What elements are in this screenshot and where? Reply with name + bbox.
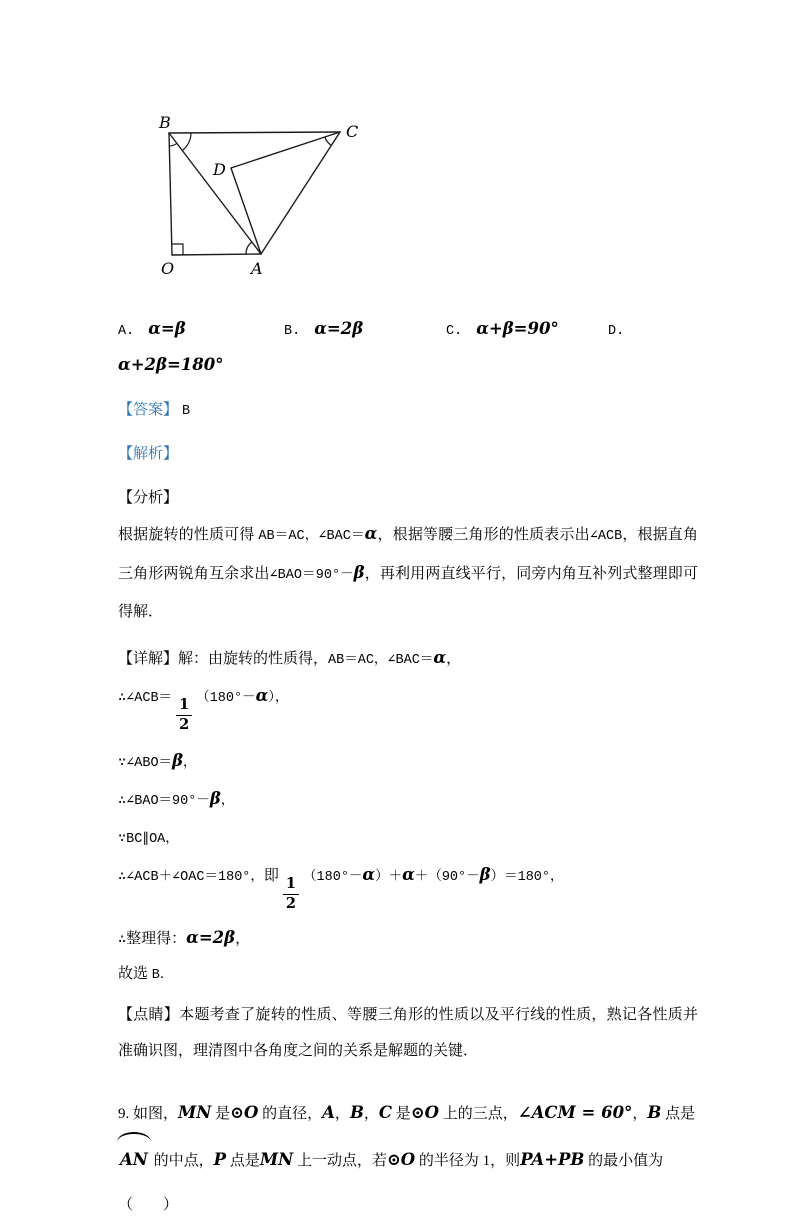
text-segment: 上一动点，若 — [293, 1152, 387, 1169]
detail-line-4 — [118, 826, 698, 847]
text-segment: β — [479, 865, 491, 885]
text-segment: ，再利用两直线平行，同旁内角互补列式整理即可得解． — [118, 566, 698, 620]
text-segment: ⊙O — [230, 1102, 259, 1122]
detail-line-6 — [118, 927, 698, 948]
text-segment: PA+PB — [520, 1149, 585, 1169]
geometry-figure — [150, 100, 395, 295]
text-segment: 整理得： — [126, 930, 187, 947]
detail-line-7 — [118, 962, 698, 983]
text-segment: （180°－ — [196, 691, 256, 706]
text-segment: 的中点， — [149, 1152, 214, 1169]
text-segment: ＋（90°－ — [414, 870, 480, 886]
jiexi-tag: 【解析】 — [118, 446, 179, 462]
text-segment: 是 — [211, 1105, 231, 1122]
text-segment: α — [402, 865, 415, 885]
text-segment: ， — [334, 1105, 350, 1122]
vertex-label-A: A — [251, 259, 263, 278]
fenxi-paragraph — [118, 516, 698, 630]
text-segment: α=2β — [186, 927, 236, 947]
option-b-label: B. — [284, 324, 301, 339]
text-segment: α — [433, 648, 447, 667]
text-segment: ∠ACB — [589, 529, 623, 544]
option-c-formula: α+β=90° — [476, 319, 559, 338]
text-segment: 故选 — [118, 965, 152, 982]
segment-BA — [169, 133, 261, 254]
answer-options-row — [118, 319, 698, 339]
text-segment: ）＋ — [375, 870, 403, 886]
answer-tag: 【答案】 — [118, 402, 179, 418]
text-segment: 【详解】解：由旋转的性质得， — [118, 651, 329, 667]
vertex-label-C: C — [346, 122, 359, 141]
option-a-label: A. — [118, 324, 135, 339]
text-segment: ∵BC∥OA， — [118, 832, 179, 848]
text-segment: B． — [151, 967, 174, 983]
text-segment: β — [172, 751, 184, 771]
text-segment: 即 — [263, 868, 279, 885]
segment-OA — [172, 254, 261, 255]
jiexi-line — [118, 442, 698, 463]
text-segment: α — [364, 524, 378, 543]
angle-arc-A — [246, 242, 252, 254]
text-segment: ）＝180°， — [490, 870, 564, 886]
answer-value: B — [182, 404, 191, 419]
option-a-formula: α=β — [148, 319, 186, 338]
text-segment: β — [353, 563, 365, 582]
figure-lines — [169, 132, 340, 255]
text-segment: ∠ACM = 60° — [517, 1102, 633, 1122]
option-d-label: D. — [608, 324, 625, 339]
fenxi-tag: 【分析】 — [118, 490, 179, 506]
vertex-label-B: B — [159, 113, 171, 132]
detail-line-1 — [118, 685, 698, 733]
segment-BO — [169, 133, 172, 255]
figure-svg — [150, 100, 395, 295]
text-segment: 是 — [392, 1105, 411, 1122]
angle-arc-B-small — [169, 143, 177, 146]
text-segment: 上的三点， — [439, 1105, 518, 1122]
text-segment: ）， — [268, 691, 289, 706]
keynote-paragraph — [118, 997, 698, 1069]
text-segment: β — [209, 789, 221, 809]
text-segment: B — [647, 1102, 662, 1122]
text-segment: 根据旋转的性质可得 — [118, 527, 259, 543]
text-segment: ⊙O — [410, 1102, 440, 1122]
text-segment: ∵∠ABO＝ — [118, 756, 173, 772]
text-segment: MN — [259, 1149, 294, 1169]
text-segment: ， — [220, 794, 235, 810]
text-segment: ⊙O — [386, 1149, 416, 1169]
option-c — [446, 319, 608, 339]
text-segment: AB＝AC，∠BAC＝ — [328, 653, 434, 668]
option-a — [118, 319, 284, 339]
fraction: $\frac{1}{2}$ — [176, 697, 192, 733]
text-segment: ， — [235, 930, 251, 947]
text-segment: ， — [632, 1105, 648, 1122]
option-d-formula-wrapped — [118, 355, 698, 375]
fraction: $\frac{1}{2}$ — [283, 876, 299, 912]
text-segment: （180°－ — [303, 870, 363, 886]
segment-DA — [231, 168, 261, 254]
option-b-formula: α=2β — [314, 319, 364, 338]
segment-DC — [231, 132, 340, 168]
vertex-label-D: D — [213, 160, 226, 179]
angle-arc-C — [325, 137, 332, 145]
angle-arc-B-large — [182, 133, 191, 151]
text-segment: 点是 — [661, 1105, 696, 1122]
detail-line-5 — [118, 864, 698, 912]
text-segment: ，根据直角三角形两锐角互余求出 — [118, 527, 698, 582]
segment-AC — [261, 132, 340, 254]
option-c-label: C. — [446, 324, 463, 339]
text-segment: ∠BAO＝90°－ — [269, 568, 354, 583]
text-segment: α — [362, 865, 376, 885]
text-segment: P — [213, 1149, 227, 1169]
question-9 — [118, 1091, 698, 1227]
option-d-formula-text: α+2β=180° — [118, 355, 224, 374]
text-segment: C — [378, 1102, 393, 1122]
fenxi-line — [118, 486, 698, 507]
answer-line — [118, 398, 698, 419]
detail-line-2 — [118, 750, 698, 771]
text-segment: α — [255, 686, 269, 705]
text-segment: ∴∠ACB＝ — [118, 691, 173, 706]
segment-BC — [169, 132, 340, 133]
vertex-label-O: O — [161, 259, 175, 278]
text-segment: ， — [446, 651, 462, 667]
text-segment: 的直径， — [258, 1105, 323, 1122]
text-segment: AB＝AC，∠BAC＝ — [258, 529, 365, 544]
text-segment: ， — [183, 756, 197, 772]
text-segment: A — [322, 1102, 335, 1122]
text-segment: 【点睛】本题考查了旋转的性质、等腰三角形的性质以及平行线的性质，熟记各性质并准确识图，理清图中各角度之间的关系是解题的关键． — [118, 1006, 698, 1059]
text-segment: 点是 — [226, 1152, 260, 1169]
text-segment: MN — [178, 1102, 212, 1122]
text-segment: 9. 如图， — [118, 1105, 179, 1122]
text-segment: ， — [363, 1105, 379, 1122]
figure-labels — [158, 113, 358, 278]
text-segment: 的最小值为（ ） — [118, 1152, 664, 1213]
text-segment: ∴∠ACB＋∠OAC＝180°， — [118, 870, 264, 886]
option-b — [284, 319, 446, 339]
text-segment: ，根据等腰三角形的性质表示出 — [377, 527, 590, 543]
text-segment: ∴∠BAO＝90°－ — [118, 794, 210, 810]
text-segment: ∴ — [118, 932, 127, 948]
text-segment: B — [349, 1102, 364, 1122]
option-d — [608, 324, 698, 339]
arc-notation: AN — [118, 1136, 150, 1182]
figure-marks — [169, 133, 331, 255]
right-angle-mark-O — [172, 244, 183, 255]
detail-line-0 — [118, 647, 698, 668]
detail-line-3 — [118, 788, 698, 809]
text-segment: 的半径为 1，则 — [415, 1152, 521, 1169]
